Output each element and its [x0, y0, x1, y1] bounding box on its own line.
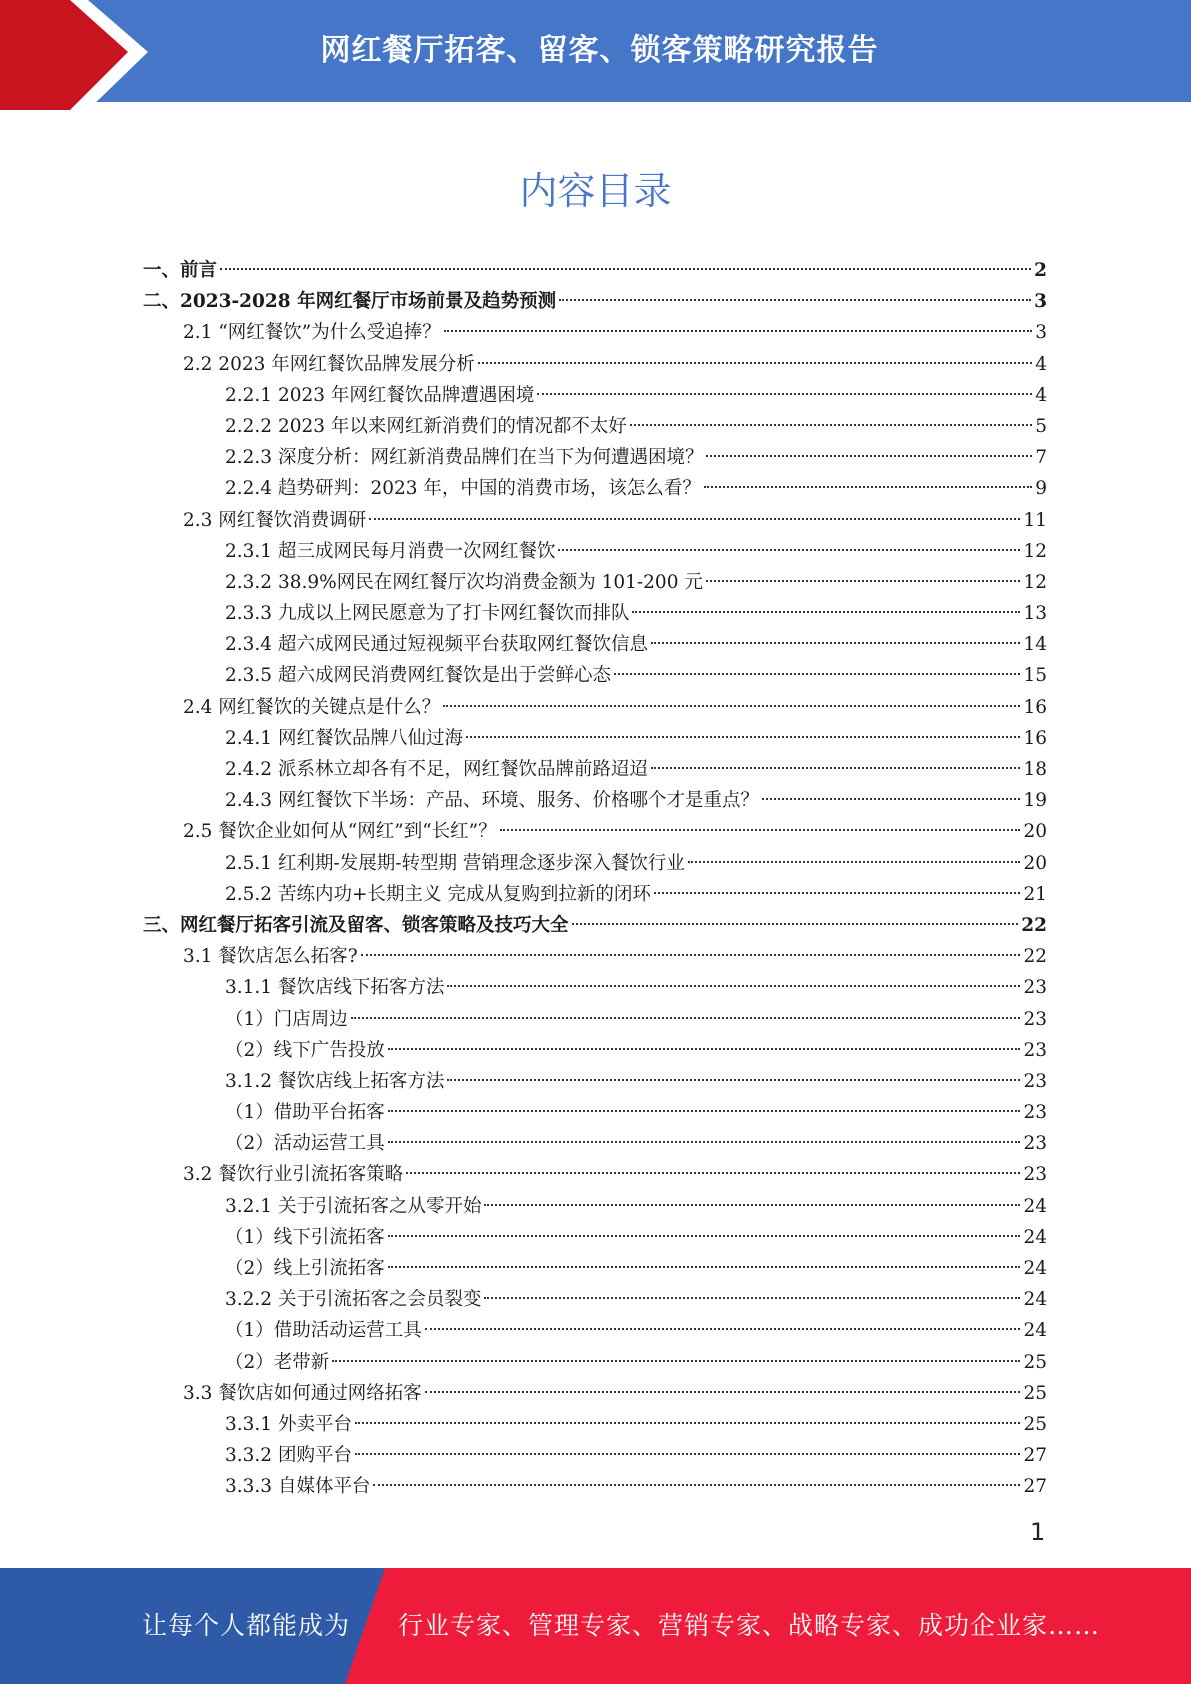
toc-entry-label: 2.3.1 超三成网民每月消费一次网红餐饮 [225, 540, 556, 562]
toc-dot-leader [361, 954, 1021, 956]
toc-entry-page: 5 [1035, 415, 1047, 437]
toc-entry-page: 24 [1023, 1226, 1047, 1248]
toc-entry-page: 12 [1023, 571, 1047, 593]
toc-dot-leader [425, 1391, 1021, 1393]
toc-entry[interactable] [143, 1128, 1047, 1159]
toc-entry-label: （2）老带新 [225, 1351, 330, 1373]
toc-dot-leader [484, 1297, 1020, 1299]
toc-dot-leader [388, 1048, 1021, 1050]
toc-entry[interactable] [143, 785, 1047, 816]
toc-dot-leader [388, 1110, 1021, 1112]
toc-entry-label: 2.2 2023 年网红餐饮品牌发展分析 [183, 353, 475, 375]
toc-entry[interactable] [143, 1440, 1047, 1471]
toc-dot-leader [388, 1266, 1021, 1268]
toc-entry-page: 23 [1023, 1008, 1047, 1030]
toc-dot-leader [332, 1360, 1020, 1362]
toc-dot-leader [688, 861, 1021, 863]
toc-entry-page: 24 [1023, 1195, 1047, 1217]
toc-entry-label: 2.3 网红餐饮消费调研 [183, 509, 367, 531]
table-of-contents [143, 255, 1047, 1503]
toc-entry[interactable] [143, 598, 1047, 629]
toc-entry-label: 2.4.2 派系林立却各有不足，网红餐饮品牌前路迢迢 [225, 759, 648, 780]
toc-entry-page: 15 [1023, 665, 1047, 687]
toc-dot-leader [444, 330, 1033, 332]
toc-entry-page: 22 [1023, 946, 1047, 968]
toc-dot-leader [651, 642, 1020, 644]
toc-dot-leader [706, 580, 1021, 582]
toc-entry[interactable] [143, 972, 1047, 1003]
toc-entry-page: 11 [1023, 509, 1047, 531]
toc-entry-page: 3 [1034, 291, 1047, 313]
toc-entry-label: 三、网红餐厅拓客引流及留客、锁客策略及技巧大全 [143, 914, 569, 936]
toc-dot-leader [651, 767, 1020, 769]
toc-entry-label: 2.4.3 网红餐饮下半场：产品、环境、服务、价格哪个才是重点？ [225, 790, 759, 812]
toc-entry[interactable] [143, 442, 1047, 473]
toc-dot-leader [443, 705, 1020, 707]
header-title: 网红餐厅拓客、留客、锁客策略研究报告 [320, 33, 879, 68]
toc-entry-page: 23 [1023, 1070, 1047, 1092]
toc-entry-page: 13 [1023, 603, 1047, 625]
toc-entry-page: 4 [1035, 353, 1047, 375]
toc-dot-leader [630, 424, 1032, 426]
toc-entry-label: 2.2.1 2023 年网红餐饮品牌遭遇困境 [225, 384, 535, 406]
toc-entry-page: 25 [1023, 1351, 1047, 1373]
toc-entry-label: 3.3.2 团购平台 [225, 1445, 352, 1467]
toc-entry-page: 23 [1023, 1039, 1047, 1061]
toc-heading: 内容目录 [519, 169, 672, 213]
toc-entry[interactable] [143, 692, 1047, 723]
toc-dot-leader [762, 798, 1020, 800]
toc-dot-leader [369, 518, 1020, 520]
toc-entry-label: 3.2.2 关于引流拓客之会员裂变 [225, 1289, 482, 1311]
toc-entry[interactable] [143, 1191, 1047, 1222]
toc-entry[interactable] [143, 1347, 1047, 1378]
toc-entry-page: 27 [1023, 1445, 1047, 1467]
toc-entry-page: 18 [1023, 759, 1047, 780]
toc-entry[interactable] [143, 660, 1047, 691]
toc-dot-leader [447, 1079, 1020, 1081]
toc-entry-page: 24 [1023, 1320, 1047, 1342]
toc-entry-label: 3.2.1 关于引流拓客之从零开始 [225, 1195, 482, 1217]
toc-dot-leader [478, 362, 1032, 364]
footer-slogan-left: 让每个人都能成为 [142, 1611, 351, 1640]
toc-entry-page: 24 [1023, 1289, 1047, 1311]
toc-entry-page: 23 [1023, 977, 1047, 999]
toc-dot-leader [466, 736, 1020, 738]
toc-entry[interactable] [143, 629, 1047, 660]
toc-dot-leader [572, 923, 1019, 925]
toc-dot-leader [406, 1172, 1020, 1174]
toc-entry[interactable] [143, 910, 1047, 941]
toc-entry-label: 2.4.1 网红餐饮品牌八仙过海 [225, 727, 463, 749]
toc-entry-page: 20 [1023, 821, 1047, 843]
toc-entry-page: 4 [1035, 384, 1047, 406]
toc-entry[interactable] [143, 1409, 1047, 1440]
toc-entry-label: 2.5.1 红利期-发展期-转型期 营销理念逐步深入餐饮行业 [225, 852, 685, 874]
toc-entry[interactable] [143, 1471, 1047, 1502]
toc-entry-label: 2.4 网红餐饮的关键点是什么？ [183, 696, 441, 718]
toc-entry-page: 23 [1023, 1102, 1047, 1124]
toc-entry[interactable] [143, 848, 1047, 879]
toc-dot-leader [373, 1484, 1020, 1486]
toc-entry-label: （2）线下广告投放 [225, 1039, 385, 1061]
toc-entry-label: 3.1.2 餐饮店线上拓客方法 [225, 1070, 445, 1092]
toc-entry[interactable] [143, 1284, 1047, 1315]
page-number: 1 [1030, 1518, 1046, 1546]
toc-entry[interactable] [143, 1378, 1047, 1409]
toc-entry-label: （1）门店周边 [225, 1008, 348, 1030]
toc-entry-label: 2.3.2 38.9%网民在网红餐厅次均消费金额为 101-200 元 [225, 571, 703, 593]
toc-dot-leader [632, 611, 1020, 613]
toc-entry-label: （1）借助活动运营工具 [225, 1320, 422, 1342]
toc-entry[interactable] [143, 505, 1047, 536]
toc-dot-leader [704, 486, 1032, 488]
toc-entry-page: 25 [1023, 1413, 1047, 1435]
toc-entry-page: 12 [1023, 540, 1047, 562]
toc-dot-leader [559, 299, 1031, 301]
toc-dot-leader [706, 455, 1032, 457]
toc-entry[interactable] [143, 1004, 1047, 1035]
toc-dot-leader [654, 892, 1021, 894]
toc-entry[interactable] [143, 286, 1047, 317]
page-footer [0, 1568, 1191, 1684]
toc-entry-label: （1）线下引流拓客 [225, 1226, 385, 1248]
toc-entry-label: 3.3.3 自媒体平台 [225, 1476, 371, 1498]
toc-entry[interactable] [143, 879, 1047, 910]
toc-entry-page: 21 [1023, 883, 1047, 905]
toc-entry[interactable] [143, 723, 1047, 754]
toc-dot-leader [484, 1204, 1020, 1206]
toc-entry-label: （2）线上引流拓客 [225, 1258, 385, 1279]
toc-entry-label: 二、2023-2028 年网红餐厅市场前景及趋势预测 [143, 291, 557, 313]
toc-dot-leader [425, 1328, 1021, 1330]
toc-entry[interactable] [143, 411, 1047, 442]
toc-entry-page: 16 [1023, 727, 1047, 749]
toc-entry[interactable] [143, 1066, 1047, 1097]
toc-entry-label: 3.2 餐饮行业引流拓客策略 [183, 1164, 404, 1186]
toc-dot-leader [388, 1141, 1021, 1143]
toc-entry-page: 25 [1023, 1382, 1047, 1404]
toc-entry-page: 22 [1021, 914, 1047, 936]
toc-entry-label: 2.2.2 2023 年以来网红新消费们的情况都不太好 [225, 415, 627, 437]
toc-entry[interactable] [143, 816, 1047, 847]
toc-entry-page: 24 [1023, 1258, 1047, 1279]
toc-entry-page: 2 [1034, 260, 1047, 281]
toc-entry[interactable] [143, 317, 1047, 348]
toc-dot-leader [614, 673, 1020, 675]
toc-entry-label: 3.3.1 外卖平台 [225, 1413, 352, 1435]
toc-dot-leader [500, 829, 1021, 831]
toc-entry[interactable] [143, 1315, 1047, 1346]
toc-entry-page: 20 [1023, 852, 1047, 874]
toc-entry-label: 3.3 餐饮店如何通过网络拓客 [183, 1382, 422, 1404]
toc-entry-label: 2.2.4 趋势研判：2023 年，中国的消费市场，该怎么看？ [225, 478, 701, 500]
toc-entry-page: 16 [1023, 696, 1047, 718]
toc-entry[interactable] [143, 1035, 1047, 1066]
toc-entry[interactable] [143, 941, 1047, 972]
toc-dot-leader [355, 1453, 1021, 1455]
toc-dot-leader [220, 268, 1031, 270]
toc-dot-leader [537, 393, 1032, 395]
toc-entry[interactable] [143, 255, 1047, 286]
toc-entry-label: 2.3.4 超六成网民通过短视频平台获取网红餐饮信息 [225, 634, 648, 656]
toc-entry[interactable] [143, 349, 1047, 380]
toc-entry[interactable] [143, 567, 1047, 598]
toc-dot-leader [351, 1017, 1021, 1019]
toc-entry-page: 3 [1035, 322, 1047, 344]
page-header [0, 0, 1191, 110]
toc-dot-leader [388, 1235, 1021, 1237]
toc-dot-leader [447, 985, 1020, 987]
toc-entry[interactable] [143, 1253, 1047, 1284]
toc-entry-page: 9 [1035, 478, 1047, 500]
toc-entry-page: 19 [1023, 790, 1047, 812]
footer-slogan-right: 行业专家、管理专家、营销专家、战略专家、成功企业家…… [398, 1611, 1101, 1640]
toc-entry[interactable] [143, 473, 1047, 504]
toc-entry-label: 2.3.3 九成以上网民愿意为了打卡网红餐饮而排队 [225, 603, 630, 625]
toc-entry[interactable] [143, 754, 1047, 785]
toc-entry-label: 2.5 餐饮企业如何从“网红”到“长红”？ [183, 821, 497, 843]
toc-entry-label: （1）借助平台拓客 [225, 1102, 385, 1124]
toc-entry-label: 2.1 “网红餐饮”为什么受追捧？ [183, 322, 441, 344]
toc-entry-label: 3.1.1 餐饮店线下拓客方法 [225, 977, 445, 999]
toc-entry-page: 23 [1023, 1133, 1047, 1155]
toc-entry[interactable] [143, 1222, 1047, 1253]
toc-entry-label: 2.2.3 深度分析：网红新消费品牌们在当下为何遭遇困境？ [225, 447, 704, 469]
toc-entry-label: 2.3.5 超六成网民消费网红餐饮是出于尝鲜心态 [225, 665, 611, 687]
toc-entry-label: 2.5.2 苦练内功+长期主义 完成从复购到拉新的闭环 [225, 883, 651, 905]
toc-entry[interactable] [143, 1097, 1047, 1128]
toc-entry-page: 23 [1023, 1164, 1047, 1186]
toc-entry-label: （2）活动运营工具 [225, 1133, 385, 1155]
toc-entry-page: 7 [1035, 447, 1047, 469]
toc-entry[interactable] [143, 536, 1047, 567]
toc-dot-leader [355, 1422, 1021, 1424]
toc-entry[interactable] [143, 380, 1047, 411]
toc-entry-page: 27 [1023, 1476, 1047, 1498]
toc-entry-page: 14 [1023, 634, 1047, 656]
toc-entry[interactable] [143, 1159, 1047, 1190]
toc-entry-label: 3.1 餐饮店怎么拓客? [183, 946, 358, 968]
toc-dot-leader [558, 549, 1020, 551]
toc-entry-label: 一、前言 [143, 260, 218, 281]
